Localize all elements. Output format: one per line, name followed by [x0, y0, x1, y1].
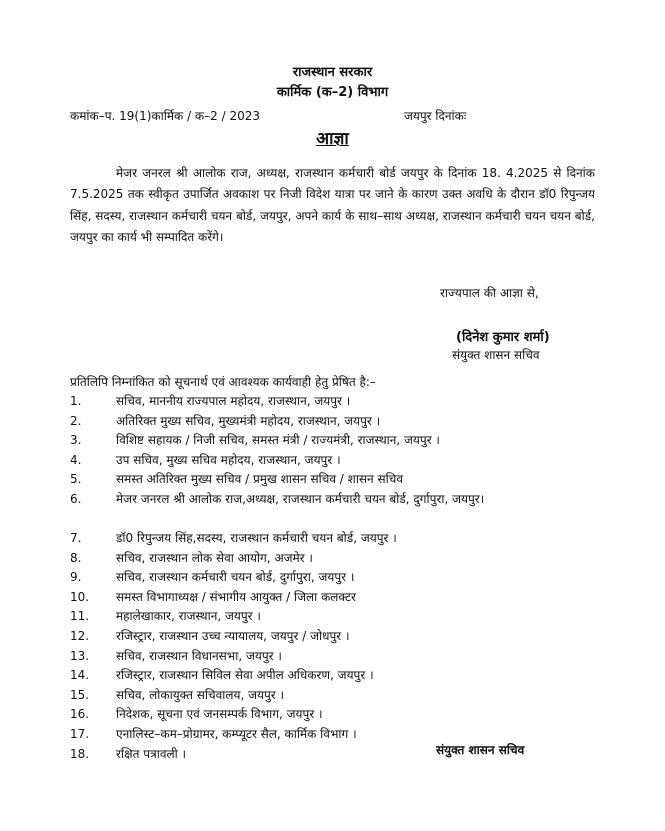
list-item-text: रजिस्ट्रार, राजस्थान सिविल सेवा अपील अधिकरण, जयपुर ।: [116, 668, 374, 683]
list-item-text: रक्षित पत्रावली ।: [116, 746, 187, 761]
list-item-number: 13.: [70, 648, 90, 663]
list-item-number: 7.: [70, 530, 82, 545]
closing-line: राज्यपाल की आज्ञा से,: [440, 286, 539, 300]
reference-number: कमांक–प. 19(1)कार्मिक / क–2 / 2023: [70, 109, 260, 123]
list-item: [70, 686, 630, 706]
list-item: [70, 470, 630, 490]
list-item-text: निदेशक, सूचना एवं जनसम्पर्क विभाग, जयपुर ।: [116, 707, 323, 722]
list-item-number: 12.: [70, 628, 90, 643]
list-item-text: डॉ0 रिपुन्जय सिंह,सदस्य, राजस्थान कर्मचारी चयन बोर्ड, जयपुर ।: [116, 530, 397, 545]
list-item-number: 11.: [70, 609, 90, 624]
order-body: मेजर जनरल श्री आलोक राज, अध्यक्ष, राजस्थान कर्मचारी बोर्ड जयपुर के दिनांक 18. 4.2025 से दिनांक 7.5.2025 तक स्वीकृत उपार्जित अवकाश पर निजी विदेश यात्रा पर जाने के कारण उक्त अवधि के दौरान डॉ0 रिपुन्जय सिंह, सदस्य, राजस्थान कर्मचारी चयन बोर्ड, जयपुर, अपने कार्य के साथ–साथ अध्यक्ष, राजस्थान कर्मचारी चयन चयन बोर्ड, जयपुर का कार्य भी सम्पादित करेंगे।: [70, 166, 595, 245]
list-item: [70, 412, 630, 432]
government-heading: राजस्थान सरकार: [292, 65, 373, 80]
list-item: [70, 725, 630, 745]
list-item-number: 4.: [70, 452, 82, 467]
list-item-number: 9.: [70, 570, 82, 585]
list-item-text: सचिव, माननीय राज्यपाल महोदय, राजस्थान, जयपुर ।: [116, 394, 351, 408]
copy-list: [70, 392, 630, 764]
list-item-number: 18.: [70, 746, 90, 761]
signatory-name: (दिनेश कुमार शर्मा): [456, 330, 550, 345]
list-item-number: 6.: [70, 491, 82, 506]
list-item: [70, 392, 630, 412]
list-item: [70, 451, 630, 471]
list-item-text: सचिव, लोकायुक्त सचिवालय, जयपुर ।: [116, 687, 285, 702]
list-item: [70, 666, 630, 686]
list-item-text: सचिव, राजस्थान विधानसभा, जयपुर ।: [116, 648, 282, 663]
list-item: [70, 745, 630, 765]
list-item-number: 2.: [70, 413, 82, 428]
list-item-number: 5.: [70, 472, 82, 487]
list-item-number: 8.: [70, 550, 82, 565]
signatory-designation: संयुक्त शासन सचिव: [452, 348, 540, 362]
footer-designation: संयुक्त शासन सचिव: [436, 743, 525, 757]
list-item: [70, 647, 630, 667]
list-item: [70, 568, 630, 588]
list-item-text: महालेखाकार, राजस्थान, जयपुर ।: [116, 609, 261, 624]
list-item-number: 3.: [70, 433, 82, 448]
list-item-text: रजिस्ट्रार, राजस्थान उच्च न्यायालय, जयपुर / जोधपुर ।: [116, 628, 350, 643]
list-item-number: 14.: [70, 668, 90, 683]
order-title: आज्ञा: [316, 129, 349, 149]
list-item-number: 17.: [70, 726, 90, 741]
list-item-number: 1.: [70, 394, 82, 408]
list-item: [70, 431, 630, 451]
list-item: [70, 705, 630, 725]
list-item: [70, 549, 630, 569]
place-date: जयपुर दिनांकः: [404, 109, 467, 123]
list-item-number: 16.: [70, 707, 90, 722]
copy-intro: प्रतिलिपि निम्नांकित को सूचनार्थ एवं आवश्यक कार्यवाही हेतु प्रेषित है:–: [70, 375, 376, 389]
list-item: [70, 588, 630, 608]
list-item-text: समस्त अतिरिक्त मुख्य सचिव / प्रमुख शासन सचिव / शासन सचिव: [116, 472, 404, 487]
list-item-text: सचिव, राजस्थान लोक सेवा आयोग, अजमेर ।: [116, 550, 313, 565]
list-item-text: अतिरिक्त मुख्य सचिव, मुख्यमंत्री महोदय, राजस्थान, जयपुर ।: [116, 413, 381, 428]
list-item-text: मेजर जनरल श्री आलोक राज,अध्यक्ष, राजस्थान कर्मचारी चयन बोर्ड, दुर्गापुरा, जयपुर।: [116, 491, 485, 506]
list-item-text: एनालिस्ट–कम–प्रोग्रामर, कम्प्यूटर सैल, कार्मिक विभाग ।: [116, 726, 357, 741]
department-heading: कार्मिक (क–2) विभाग: [276, 85, 389, 100]
list-item-text: विशिष्ट सहायक / निजी सचिव, समस्त मंत्री / राज्यमंत्री, राजस्थान, जयपुर ।: [116, 433, 440, 448]
list-item: [70, 627, 630, 647]
list-item-text: उप सचिव, मुख्य सचिव महोदय, राजस्थान, जयपुर ।: [116, 452, 341, 467]
list-item: [70, 490, 630, 529]
list-item-number: 15.: [70, 687, 90, 702]
list-item: [70, 529, 630, 549]
list-item: [70, 607, 630, 627]
list-item-number: 10.: [70, 589, 90, 604]
list-item-text: समस्त विभागाध्यक्ष / संभागीय आयुक्त / जिला कलक्टर: [116, 589, 356, 604]
list-item-text: सचिव, राजस्थान कर्मचारी चयन बोर्ड, दुर्गापुरा, जयपुर ।: [116, 570, 355, 585]
